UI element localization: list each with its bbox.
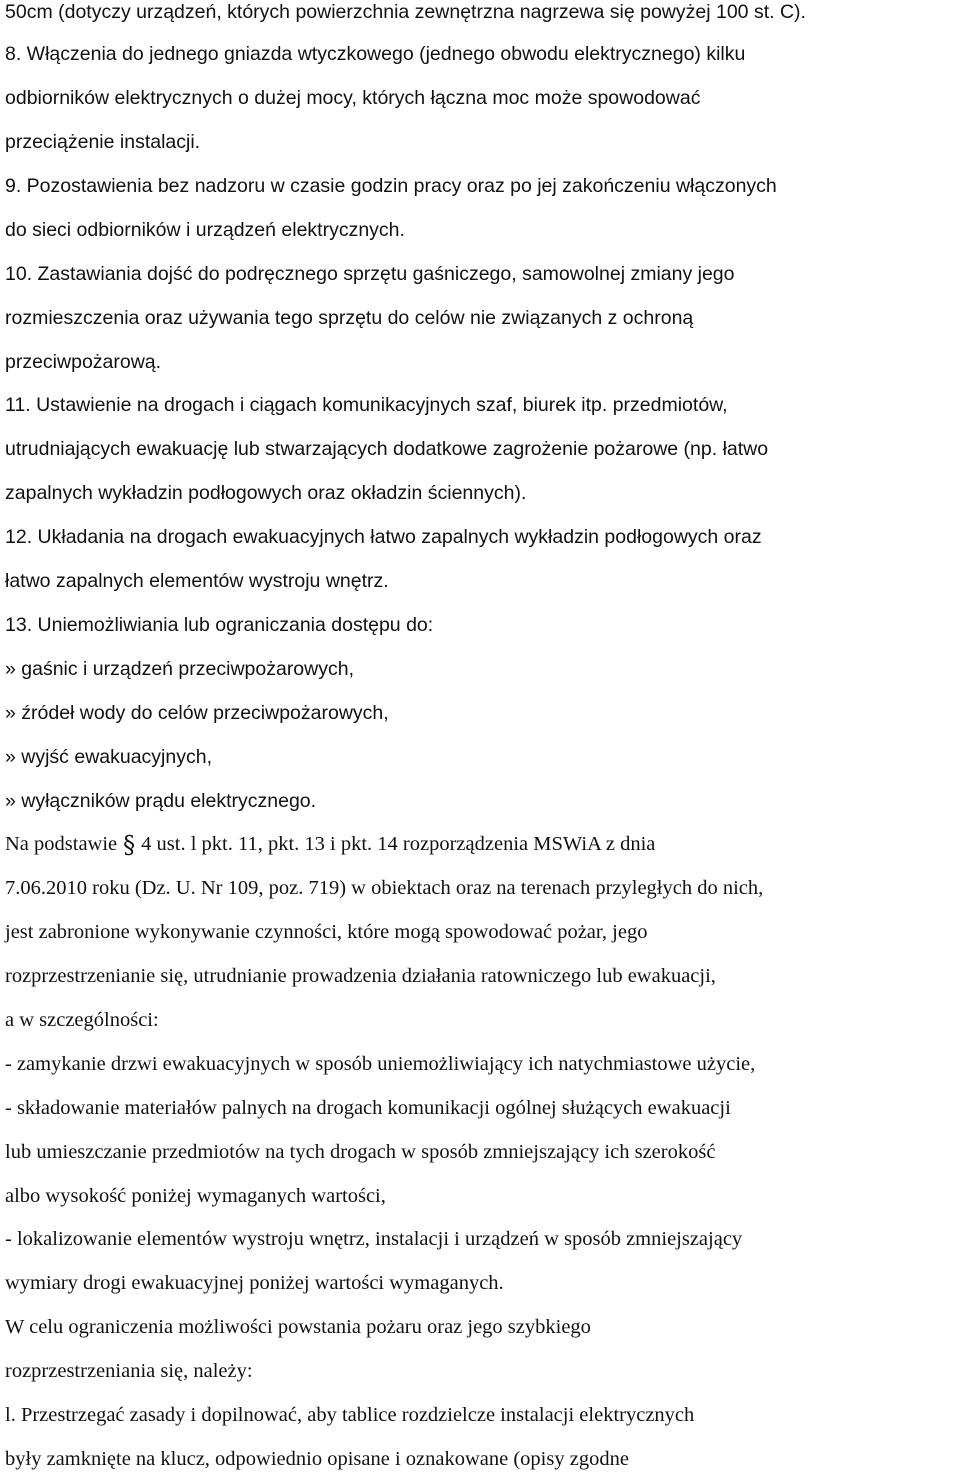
text-line: rozprzestrzenianie się, utrudnianie prowadzenia działania ratowniczego lub ewakuacji, <box>5 965 716 987</box>
text-line: były zamknięte na klucz, odpowiednio opisane i oznakowane (opisy zgodne <box>5 1448 629 1470</box>
list-item: » wyjść ewakuacyjnych, <box>5 746 212 768</box>
text-line: łatwo zapalnych elementów wystroju wnętrz. <box>5 570 389 592</box>
text-line: lub umieszczanie przedmiotów na tych drogach w sposób zmniejszający ich szerokość <box>5 1141 716 1163</box>
text-line: a w szczególności: <box>5 1009 159 1031</box>
text-line: albo wysokość poniżej wymaganych wartości, <box>5 1185 386 1207</box>
text-line: rozprzestrzeniania się, należy: <box>5 1360 253 1382</box>
text-line: 11. Ustawienie na drogach i ciągach komunikacyjnych szaf, biurek itp. przedmiotów, <box>5 394 728 416</box>
text-line: wymiary drogi ewakuacyjnej poniżej wartości wymaganych. <box>5 1272 504 1294</box>
text-line: przeciwpożarową. <box>5 351 162 373</box>
text-line: odbiorników elektrycznych o dużej mocy, których łączna moc może spowodować <box>5 87 701 109</box>
list-item: » wyłączników prądu elektrycznego. <box>5 790 317 812</box>
list-item: - lokalizowanie elementów wystroju wnętrz, instalacji i urządzeń w sposób zmniejszający <box>5 1228 743 1250</box>
text-line: 9. Pozostawienia bez nadzoru w czasie godzin pracy oraz po jej zakończeniu włączonych <box>5 175 777 197</box>
text-line: W celu ograniczenia możliwości powstania pożaru oraz jego szybkiego <box>5 1316 591 1338</box>
text-line: jest zabronione wykonywanie czynności, które mogą spowodować pożar, jego <box>5 921 648 943</box>
legal-basis-prefix: Na podstawie <box>5 833 118 855</box>
text-line: 50cm (dotyczy urządzeń, których powierzchnia zewnętrzna nagrzewa się powyżej 100 st. C). <box>5 1 806 23</box>
text-line: rozmieszczenia oraz używania tego sprzętu do celów nie związanych z ochroną <box>5 307 694 329</box>
text-line: l. Przestrzegać zasady i dopilnować, aby tablice rozdzielcze instalacji elektrycznych <box>5 1404 695 1426</box>
text-line: 13. Uniemożliwiania lub ograniczania dostępu do: <box>5 614 434 636</box>
text-line: utrudniających ewakuację lub stwarzających dodatkowe zagrożenie pożarowe (np. łatwo <box>5 438 769 460</box>
list-item: » źródeł wody do celów przeciwpożarowych, <box>5 702 389 724</box>
section-sign: § <box>123 831 136 859</box>
text-line: 12. Układania na drogach ewakuacyjnych łatwo zapalnych wykładzin podłogowych oraz <box>5 526 762 548</box>
text-line: przeciążenie instalacji. <box>5 131 201 153</box>
list-item: » gaśnic i urządzeń przeciwpożarowych, <box>5 658 355 680</box>
legal-basis-reference: 4 ust. l pkt. 11, pkt. 13 i pkt. 14 rozporządzenia MSWiA z dnia <box>141 833 656 855</box>
text-line: 10. Zastawiania dojść do podręcznego sprzętu gaśniczego, samowolnej zmiany jego <box>5 263 735 285</box>
legal-basis-line <box>5 832 655 857</box>
text-line: 8. Włączenia do jednego gniazda wtyczkowego (jednego obwodu elektrycznego) kilku <box>5 43 746 65</box>
list-item: - składowanie materiałów palnych na drogach komunikacji ogólnej służących ewakuacji <box>5 1097 731 1119</box>
text-line: do sieci odbiorników i urządzeń elektrycznych. <box>5 219 405 241</box>
text-line: 7.06.2010 roku (Dz. U. Nr 109, poz. 719) w obiektach oraz na terenach przyległych do nich, <box>5 877 764 899</box>
text-line: zapalnych wykładzin podłogowych oraz okładzin ściennych). <box>5 482 527 504</box>
list-item: - zamykanie drzwi ewakuacyjnych w sposób uniemożliwiający ich natychmiastowe użycie, <box>5 1053 756 1075</box>
